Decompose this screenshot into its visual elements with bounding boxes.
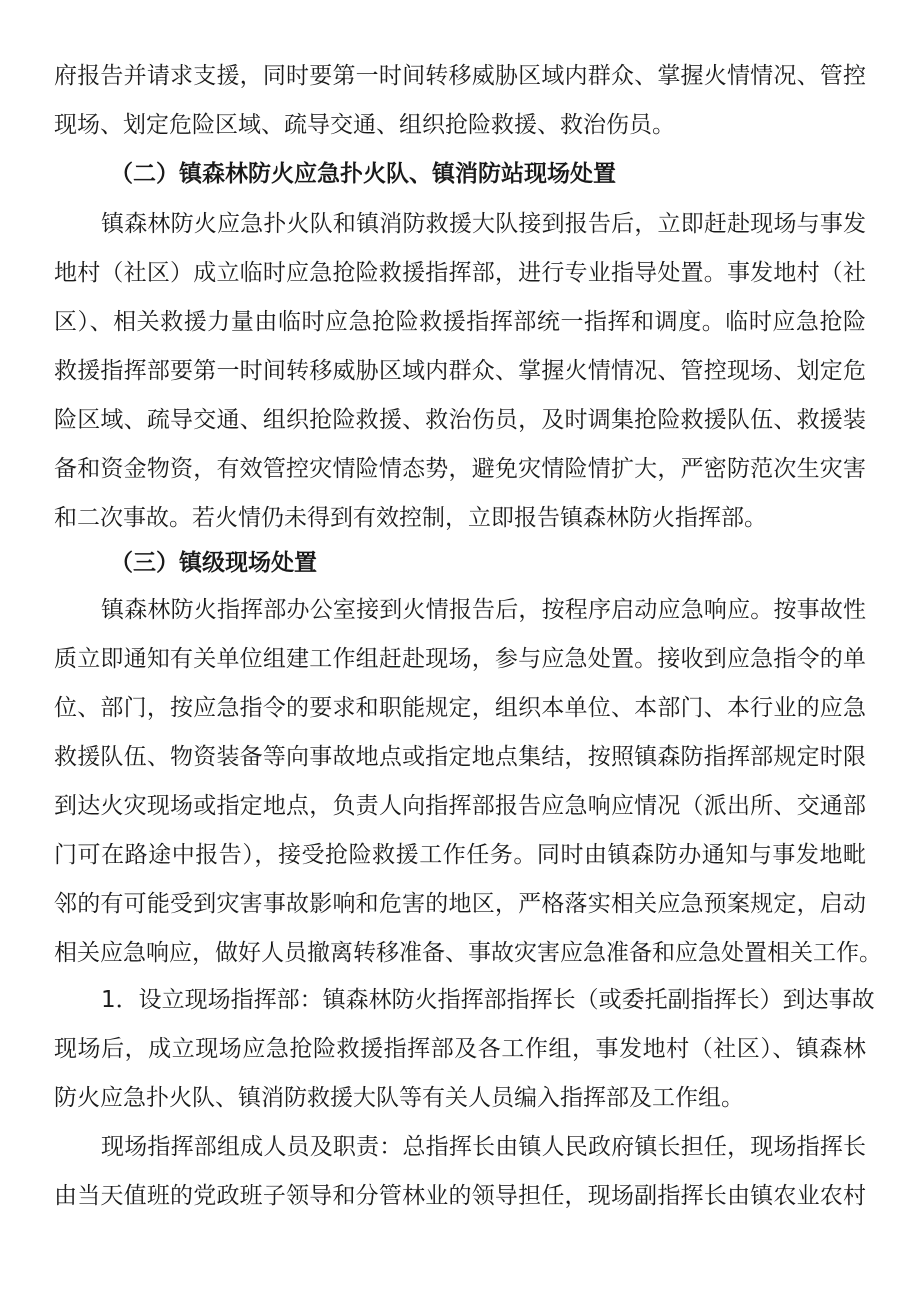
paragraph-line: 镇森林防火指挥部办公室接到火情报告后，按程序启动应急响应。按事故性: [101, 597, 866, 623]
paragraph-line: 险区域、疏导交通、组织抢险救援、救治伤员，及时调集抢险救援队伍、救援装: [54, 407, 866, 433]
paragraph-line: 邻的有可能受到灾害事故影响和危害的地区，严格落实相关应急预案规定，启动: [54, 891, 866, 917]
paragraph-line: 防火应急扑火队、镇消防救援大队等有关人员编入指挥部及工作组。: [54, 1085, 744, 1111]
paragraph-line: 相关应急响应，做好人员撤离转移准备、事故灾害应急准备和应急处置相关工作。: [54, 940, 882, 966]
paragraph-line: 救援队伍、物资装备等向事故地点或指定地点集结，按照镇森防指挥部规定时限: [54, 744, 866, 770]
paragraph-line: 备和资金物资，有效管控灾情险情态势，避免灾情险情扩大，严密防范次生灾害: [54, 456, 866, 482]
paragraph-line: 镇森林防火应急扑火队和镇消防救援大队接到报告后，立即赶赴现场与事发: [101, 211, 866, 237]
paragraph-line: 救援指挥部要第一时间转移威胁区域内群众、掌握火情情况、管控现场、划定危: [54, 358, 866, 384]
paragraph-line: 位、部门，按应急指令的要求和职能规定，组织本单位、本部门、本行业的应急: [54, 695, 866, 721]
paragraph-line: 现场、划定危险区域、疏导交通、组织抢险救援、救治伤员。: [54, 112, 675, 138]
paragraph-line: 1．设立现场指挥部：镇森林防火指挥部指挥长（或委托副指挥长）到达事故: [101, 987, 875, 1013]
section-heading: （三）镇级现场处置: [110, 550, 317, 576]
paragraph-line: 地村（社区）成立临时应急抢险救援指挥部，进行专业指导处置。事发地村（社: [54, 260, 866, 286]
paragraph-line: 质立即通知有关单位组建工作组赶赴现场，参与应急处置。接收到应急指令的单: [54, 646, 866, 672]
paragraph-line: 现场指挥部组成人员及职责：总指挥长由镇人民政府镇长担任，现场指挥长: [101, 1134, 866, 1160]
paragraph-line: 到达火灾现场或指定地点，负责人向指挥部报告应急响应情况（派出所、交通部: [54, 793, 866, 819]
paragraph-line: 区）、相关救援力量由临时应急抢险救援指挥部统一指挥和调度。临时应急抢险: [54, 309, 866, 335]
paragraph-line: 府报告并请求支援，同时要第一时间转移威胁区域内群众、掌握火情情况、管控: [54, 63, 866, 89]
paragraph-line: 由当天值班的党政班子领导和分管林业的领导担任，现场副指挥长由镇农业农村: [54, 1183, 866, 1209]
section-heading: （二）镇森林防火应急扑火队、镇消防站现场处置: [110, 161, 616, 187]
paragraph-line: 现场后，成立现场应急抢险救援指挥部及各工作组，事发地村（社区）、镇森林: [54, 1036, 866, 1062]
paragraph-line: 门可在路途中报告），接受抢险救援工作任务。同时由镇森防办通知与事发地毗: [54, 842, 866, 868]
paragraph-line: 和二次事故。若火情仍未得到有效控制，立即报告镇森林防火指挥部。: [54, 505, 767, 531]
